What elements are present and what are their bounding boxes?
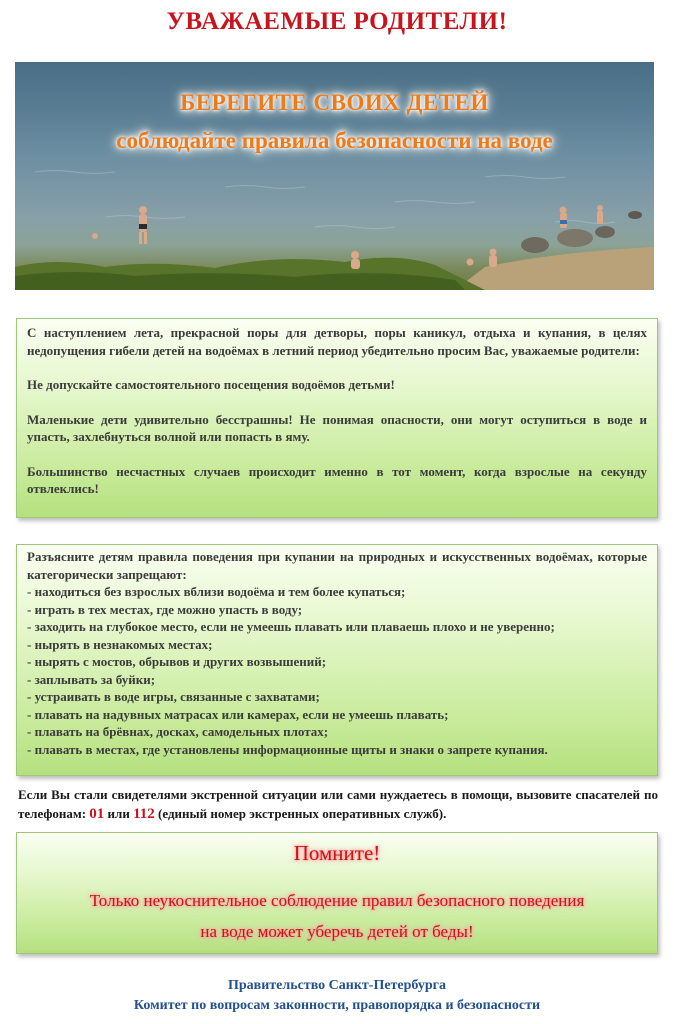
rule-item: - находиться без взрослых вблизи водоёма и тем более купаться; — [27, 584, 406, 599]
rule-item: - плавать в местах, где установлены информационные щиты и знаки о запрете купания. — [27, 741, 548, 757]
banner-heading: БЕРЕГИТЕ СВОИХ ДЕТЕЙ — [180, 90, 489, 115]
river-photo-banner — [15, 62, 654, 290]
rules-lead: Разъясните детям правила поведения при купании на природных и искусственных водоёмах, которые категорически запрещают: — [27, 549, 647, 582]
phone-number-01: 01 — [89, 806, 105, 822]
footer-committee: Комитет по вопросам законности, правопорядка и безопасности — [133, 998, 541, 1013]
banner-subheading: соблюдайте правила безопасности на воде — [116, 128, 553, 153]
rule-item: - плавать на надувных матрасах или камерах, если не умеешь плавать; — [27, 706, 449, 722]
footer — [0, 976, 674, 1016]
intro-paragraph: Маленькие дети удивительно бесстрашны! Не понимая опасности, они могут оступиться в воде и упасть, захлебнуться волной или попасть в яму. — [27, 411, 647, 444]
rule-item: - заплывать за буйки; — [27, 671, 156, 687]
intro-paragraph: С наступлением лета, прекрасной поры для детворы, поры каникул, отдыха и купания, в целях недопущения гибели детей на водоёмах в летний период убедительно просим Вас, уважаемые родители: — [27, 325, 647, 358]
rule-item: - устраивать в воде игры, связанные с захватами; — [27, 689, 320, 704]
contact-text: Если Вы стали свидетелями экстренной ситуации или сами нуждаетесь в помощи, вызовите спасателей по телефонам: — [18, 787, 658, 821]
rule-item: - заходить на глубокое место, если не умеешь плавать или плаваешь плохо и не уверенно; — [27, 619, 555, 634]
reminder-box — [16, 832, 658, 954]
rule-item: - играть в тех местах, где можно упасть в воду; — [27, 601, 303, 617]
rule-item: - плавать на брёвнах, досках, самодельных плотах; — [27, 724, 329, 739]
contact-note: (единый номер экстренных оперативных служб). — [154, 806, 447, 821]
reminder-heading: Помните! — [293, 841, 381, 865]
reminder-line: Только неукоснительное соблюдение правил безопасного поведения — [89, 891, 585, 910]
intro-paragraph: Большинство несчастных случаев происходит именно в тот момент, когда взрослые на секунду отвлеклись! — [27, 463, 647, 496]
page-title: УВАЖАЕМЫЕ РОДИТЕЛИ! — [166, 8, 508, 35]
intro-paragraph: Не допускайте самостоятельного посещения водоёмов детьми! — [27, 377, 395, 392]
rules-box — [16, 544, 658, 776]
footer-organization: Правительство Санкт-Петербурга — [227, 978, 447, 993]
reminder-text — [17, 885, 657, 947]
reminder-line: на воде может уберечь детей от беды! — [200, 922, 474, 941]
contact-or: или — [104, 806, 134, 821]
rule-item: - нырять в незнакомых местах; — [27, 636, 213, 652]
rule-item: - нырять с мостов, обрывов и других возвышений; — [27, 654, 327, 669]
phone-number-112: 112 — [133, 806, 155, 822]
emergency-contact — [18, 785, 658, 824]
intro-notice-box — [16, 318, 658, 518]
